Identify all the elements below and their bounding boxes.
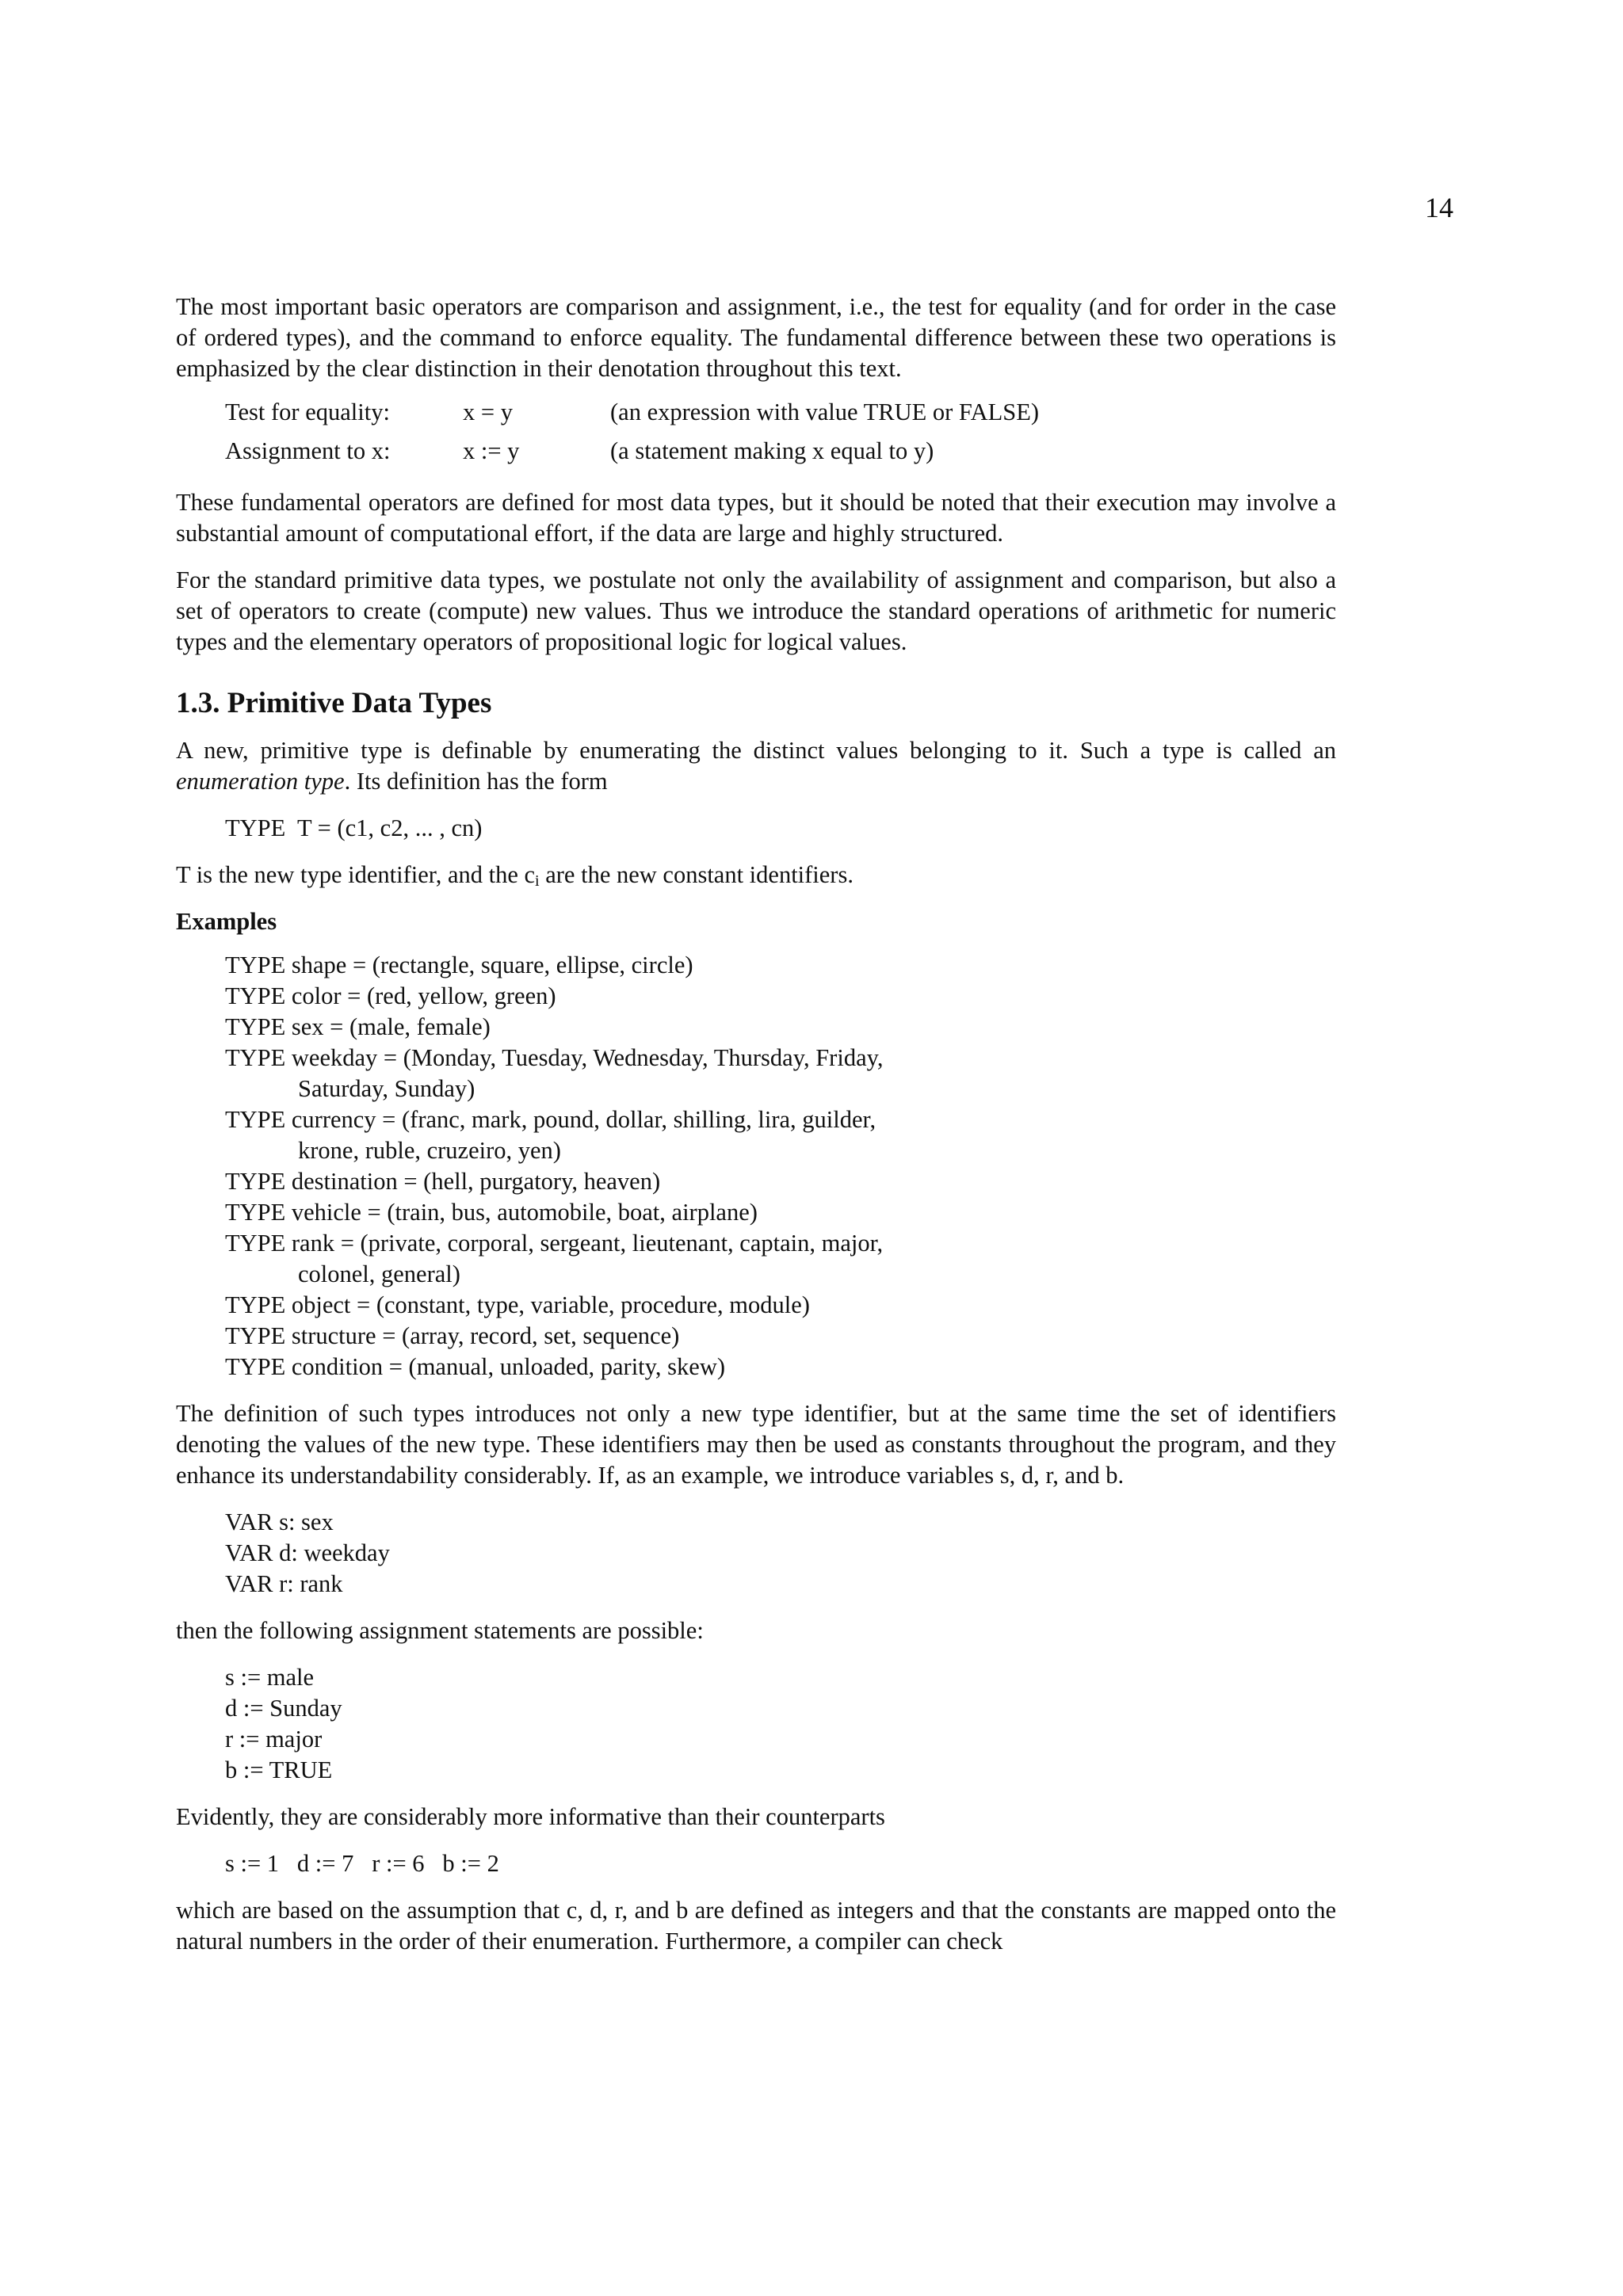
code-line: TYPE color = (red, yellow, green) bbox=[225, 982, 556, 1009]
variables-code-block bbox=[225, 1507, 1336, 1600]
informative-paragraph: Evidently, they are considerably more informative than their counterparts bbox=[176, 1803, 885, 1830]
assumption-paragraph: which are based on the assumption that c, d, r, and b are defined as integers and that the constants are mapped onto the natural numbers in the order of their enumeration. Furthermore, a compiler can check bbox=[176, 1897, 1336, 1955]
emphasis-term: enumeration type bbox=[176, 768, 345, 795]
code-line-continuation: Saturday, Sunday) bbox=[298, 1075, 475, 1102]
code-line: TYPE currency = (franc, mark, pound, dollar, shilling, lira, guilder, bbox=[225, 1106, 876, 1133]
text-run: T is the new type identifier, and the c bbox=[176, 861, 536, 888]
text-run: A new, primitive type is definable by enumerating the distinct values belonging to it. Such a type is called an bbox=[176, 737, 1336, 764]
operator-label: Test for equality: bbox=[225, 399, 390, 425]
code-line: TYPE vehicle = (train, bus, automobile, boat, airplane) bbox=[225, 1199, 758, 1226]
identifier-paragraph bbox=[176, 860, 1336, 891]
examples-code-block bbox=[225, 950, 1336, 1383]
counterparts-code-line: s := 1 d := 7 r := 6 b := 2 bbox=[225, 1850, 499, 1877]
code-line: TYPE sex = (male, female) bbox=[225, 1013, 491, 1040]
code-line-continuation: colonel, general) bbox=[298, 1261, 460, 1287]
operator-note: (an expression with value TRUE or FALSE) bbox=[610, 399, 1040, 425]
code-line: TYPE structure = (array, record, set, sequence) bbox=[225, 1322, 680, 1349]
operator-expression: x = y bbox=[463, 399, 513, 425]
code-line: TYPE rank = (private, corporal, sergeant, lieutenant, captain, major, bbox=[225, 1230, 884, 1257]
operator-row-assignment bbox=[225, 436, 1039, 475]
subscript: i bbox=[535, 872, 540, 890]
code-line: b := TRUE bbox=[225, 1756, 333, 1783]
code-line: s := male bbox=[225, 1664, 315, 1691]
code-line: TYPE object = (constant, type, variable, procedure, module) bbox=[225, 1291, 810, 1318]
assignment-intro-paragraph: then the following assignment statements are possible: bbox=[176, 1617, 704, 1644]
operator-label: Assignment to x: bbox=[225, 437, 391, 464]
section-heading: 1.3. Primitive Data Types bbox=[176, 687, 492, 719]
code-line: TYPE shape = (rectangle, square, ellipse, circle) bbox=[225, 952, 693, 978]
text-run: . Its definition has the form bbox=[344, 768, 608, 795]
fundamental-operators-paragraph: These fundamental operators are defined for most data types, but it should be noted that their execution may involve a substantial amount of computational effort, if the data are large and highly structured. bbox=[176, 489, 1336, 547]
page-number: 14 bbox=[1425, 192, 1453, 223]
operator-expression: x := y bbox=[463, 437, 520, 464]
code-line: d := Sunday bbox=[225, 1695, 342, 1722]
code-line: TYPE condition = (manual, unloaded, parity, skew) bbox=[225, 1353, 726, 1380]
code-line: r := major bbox=[225, 1726, 323, 1753]
text-run: are the new constant identifiers. bbox=[539, 861, 854, 888]
standard-types-paragraph: For the standard primitive data types, we postulate not only the availability of assignment and comparison, but also a set of operators to create (compute) new values. Thus we introduce the standard operations of arithmetic for numeric types and the elementary operators of propositional logic for logical values. bbox=[176, 566, 1336, 655]
enumeration-paragraph bbox=[176, 735, 1336, 797]
page-content bbox=[176, 292, 1336, 1957]
type-definition-form: TYPE T = (c1, c2, ... , cn) bbox=[225, 814, 483, 841]
operator-row-equality bbox=[225, 397, 1039, 436]
definition-paragraph: The definition of such types introduces not only a new type identifier, but at the same time the set of identifiers denoting the values of the new type. These identifiers may then be used as constants throughout the program, and they enhance its understandability considerably. If, as an example, we introduce variables s, d, r, and b. bbox=[176, 1400, 1336, 1489]
code-line: TYPE destination = (hell, purgatory, heaven) bbox=[225, 1168, 661, 1195]
operator-note: (a statement making x equal to y) bbox=[610, 437, 934, 464]
assignments-code-block bbox=[225, 1662, 1336, 1786]
intro-paragraph: The most important basic operators are comparison and assignment, i.e., the test for equality (and for order in the case of ordered types), and the command to enforce equality. The fundamental difference between these two operations is emphasized by the clear distinction in their denotation throughout this text. bbox=[176, 293, 1336, 382]
code-line-continuation: krone, ruble, cruzeiro, yen) bbox=[298, 1137, 561, 1164]
examples-heading: Examples bbox=[176, 908, 277, 935]
operator-table bbox=[225, 397, 1039, 475]
code-line: VAR r: rank bbox=[225, 1570, 343, 1597]
code-line: TYPE weekday = (Monday, Tuesday, Wednesday, Thursday, Friday, bbox=[225, 1044, 884, 1071]
code-line: VAR d: weekday bbox=[225, 1539, 390, 1566]
code-line: VAR s: sex bbox=[225, 1508, 334, 1535]
